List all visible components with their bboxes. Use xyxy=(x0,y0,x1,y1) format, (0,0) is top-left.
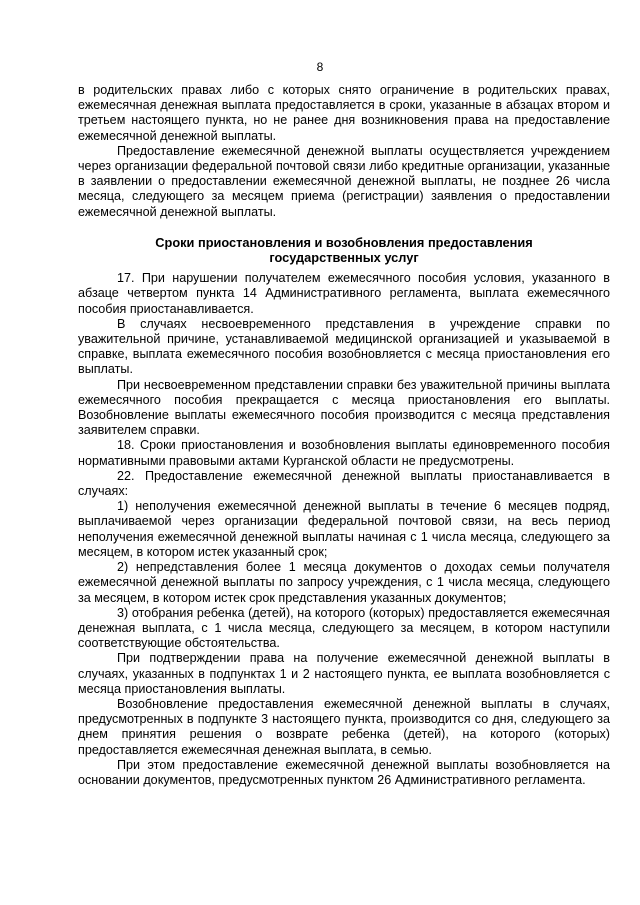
paragraph: В случаях несвоевременного представления в учреждение справки по уважительной причине, устанавливаемой медицинской организацией и указываемой в справке, выплата ежемесячного пособия возобновляется с месяца приостановления его выплаты. xyxy=(78,316,610,377)
page-number: 8 xyxy=(316,60,324,74)
paragraph: При несвоевременном представлении справки без уважительной причины выплата ежемесячного пособия прекращается с месяца приостановления его выплаты. Возобновление выплаты ежемесячного пособия производится с месяца представления заявителем справки. xyxy=(78,377,610,438)
paragraph-item-22: 22. Предоставление ежемесячной денежной выплаты приостанавливается в случаях: xyxy=(78,468,610,499)
section-heading-line: Сроки приостановления и возобновления предоставления xyxy=(155,234,533,250)
list-item: 2) непредставления более 1 месяца документов о доходах семьи получателя ежемесячной денежной выплаты по запросу учреждения, с 1 числа месяца, следующего за месяцем, в котором истек срок представления указанных документов; xyxy=(78,560,610,605)
section-heading xyxy=(78,235,610,265)
paragraph-item-18: 18. Сроки приостановления и возобновления выплаты единовременного пособия нормативными правовыми актами Курганской области не предусмотрены. xyxy=(78,438,610,468)
list-item: 3) отобрания ребенка (детей), на которого (которых) предоставляется ежемесячная денежная выплата, с 1 числа месяца, следующего за месяцем, в котором наступили соответствующие обстоятельства. xyxy=(78,605,610,651)
paragraph: Возобновление предоставления ежемесячной денежной выплаты в случаях, предусмотренных в подпункте 3 настоящего пункта, производится со дня, следующего за днем принятия решения о возврате ребенка (детей), на которого (которых) предоставляется ежемесячная денежная выплата, в семью. xyxy=(78,696,610,757)
paragraph-continuation: в родительских правах либо с которых снято ограничение в родительских правах, ежемесячная денежная выплата предоставляется в сроки, указанные в абзацах втором и третьем настоящего пункта, но не ранее дня возникновения права на предоставление ежемесячной денежной выплаты. xyxy=(78,83,610,143)
paragraph-item-17: 17. При нарушении получателем ежемесячного пособия условия, указанного в абзаце четвертом пункта 14 Административного регламента, выплата ежемесячного пособия приостанавливается. xyxy=(78,271,610,316)
paragraph: При этом предоставление ежемесячной денежной выплаты возобновляется на основании документов, предусмотренных пунктом 26 Административного регламента. xyxy=(78,757,610,787)
section-heading-line: государственных услуг xyxy=(269,250,419,266)
paragraph: При подтверждении права на получение ежемесячной денежной выплаты в случаях, указанных в подпунктах 1 и 2 настоящего пункта, ее выплата возобновляется с месяца приостановления выплаты. xyxy=(78,651,610,696)
list-item: 1) неполучения ежемесячной денежной выплаты в течение 6 месяцев подряд, выплачиваемой через организации федеральной почтовой связи, на весь период неполучения ежемесячной денежной выплаты начиная с 1 числа месяца, следующего за месяцем, в котором истек указанный срок; xyxy=(78,499,610,559)
document-body xyxy=(78,83,610,788)
paragraph: Предоставление ежемесячной денежной выплаты осуществляется учреждением через организации федеральной почтовой связи либо кредитные организации, указанные в заявлении о предоставлении ежемесячной денежной выплаты, не позднее 26 числа месяца, следующего за месяцем приема (регистрации) заявления о предоставлении ежемесячной денежной выплаты. xyxy=(78,143,610,219)
